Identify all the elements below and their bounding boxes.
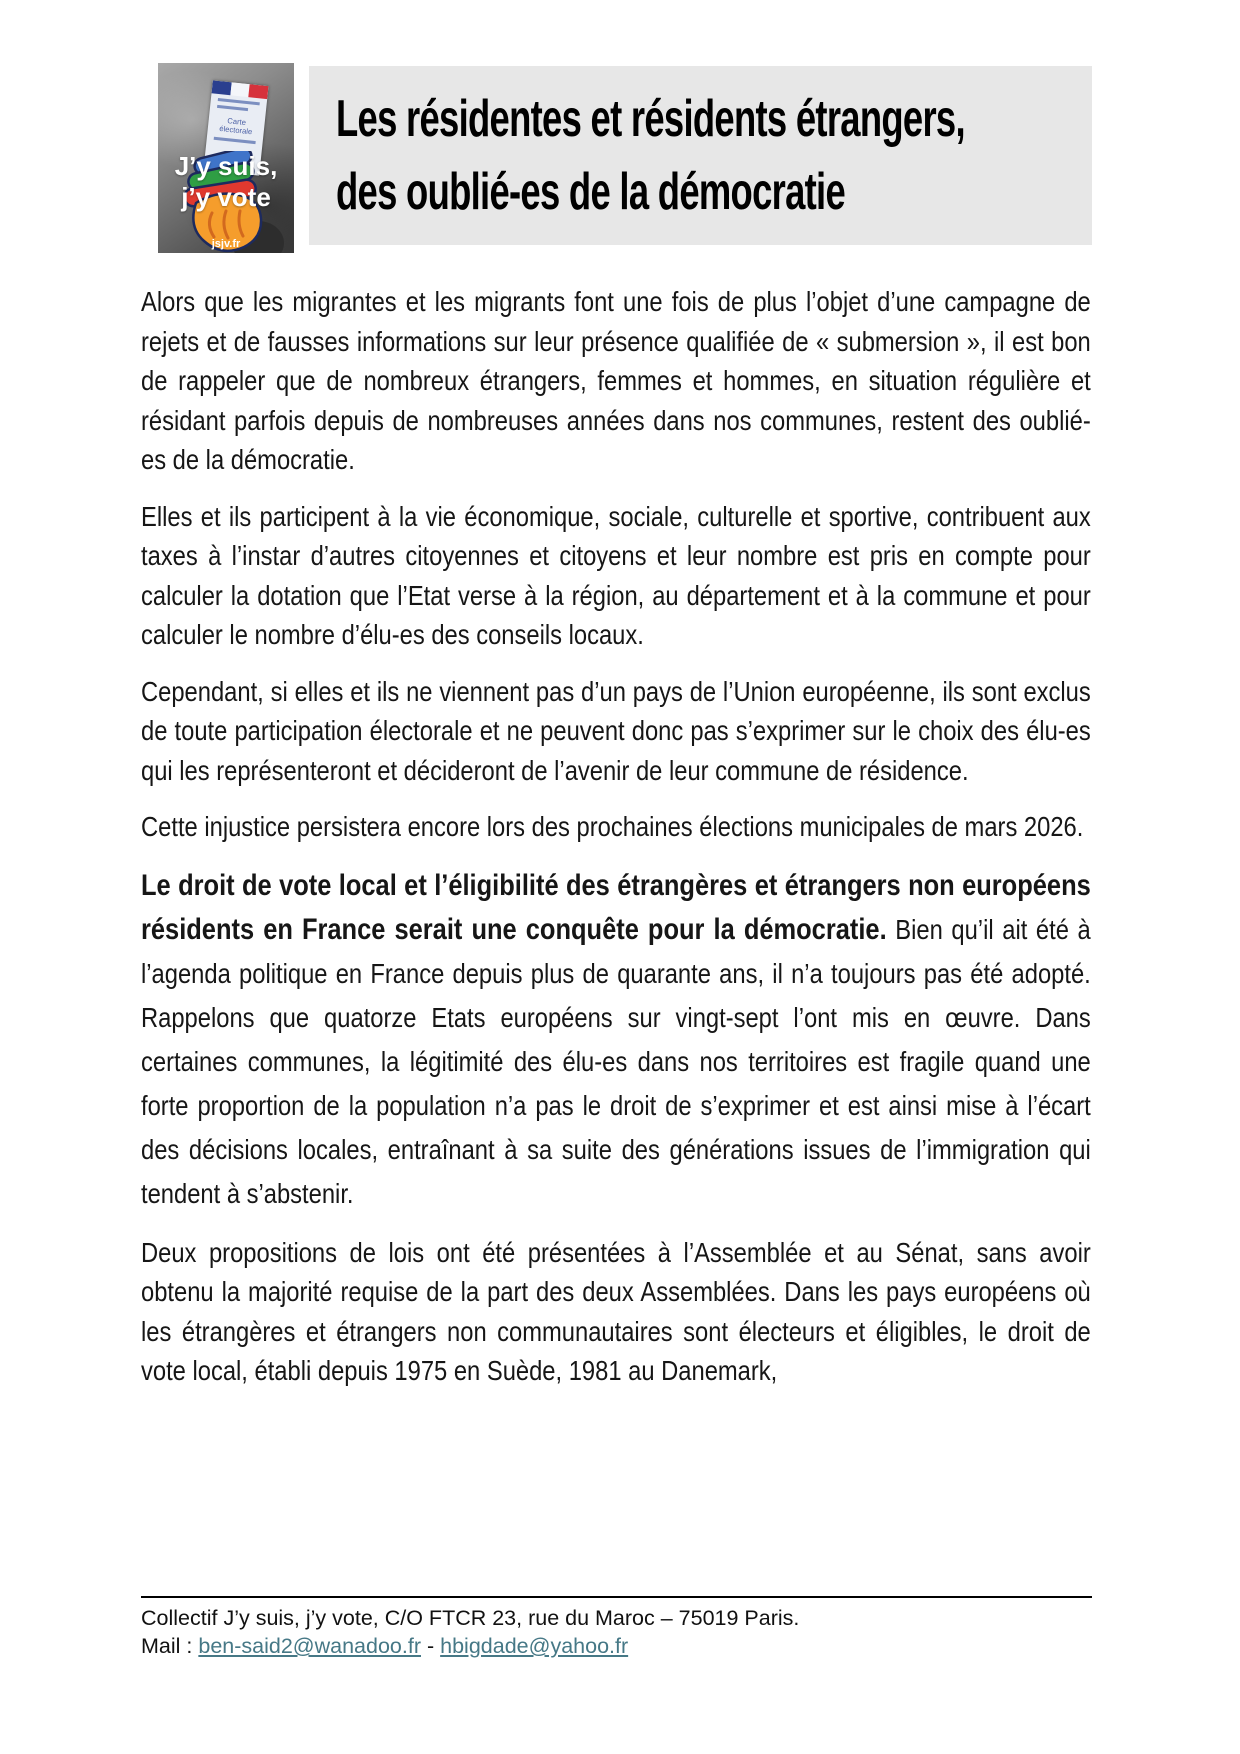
logo-website: jsjv.fr xyxy=(211,238,241,250)
jsjv-logo xyxy=(158,63,294,253)
paragraph-2: Elles et ils participent à la vie économique, sociale, culturelle et sportive, contribuent aux taxes à l’instar d’autres citoyennes et citoyens et leur nombre est pris en compte pour calculer la dotation que l’Etat verse à la région, au département et à la commune et pour calculer le nombre d’élu-es des conseils locaux. xyxy=(141,500,1091,650)
mail-label: Mail : xyxy=(141,1634,193,1658)
card-decor-line xyxy=(217,105,248,111)
lead-bold-text: Le droit de vote local et l’éligibilité des étrangères et étrangers non européens résidents en France serait une conquête pour la démocratie. xyxy=(141,868,1091,946)
document-body xyxy=(141,282,1091,1408)
email-link-1[interactable]: ben-said2@wanadoo.fr xyxy=(198,1634,421,1658)
voter-card-label: Carte électorale xyxy=(218,116,253,137)
logo-slogan-line2: j’y vote xyxy=(181,182,271,212)
footer-mail-line xyxy=(141,1632,1092,1660)
card-decor-line xyxy=(218,98,260,105)
title-banner xyxy=(309,66,1092,245)
paragraph-6: Deux propositions de lois ont été présentées à l’Assemblée et au Sénat, sans avoir obtenu la majorité requise de la part des deux Assemblées. Dans les pays européens où les étrangères et étrangers non communautaires sont électeurs et éligibles, le droit de vote local, établi depuis 1975 en Suède, 1981 au Danemark, xyxy=(141,1236,1091,1386)
logo-slogan xyxy=(158,151,294,213)
page-footer xyxy=(141,1596,1092,1660)
page-title-line1: Les résidentes et résidents étrangers, xyxy=(336,90,965,148)
card-decor-line xyxy=(214,137,256,144)
french-flag-band xyxy=(211,80,268,99)
logo-slogan-line1: J’y suis, xyxy=(174,151,278,181)
paragraph-1: Alors que les migrantes et les migrants font une fois de plus l’objet d’une campagne de rejets et de fausses informations sur leur présence qualifiée de « submersion », il est bon de rappeler que de nombreux étrangers, femmes et hommes, en situation régulière et résidant parfois depuis de nombreuses années dans nos communes, restent des oublié-es de la démocratie. xyxy=(141,286,1091,475)
page-title-line2: des oublié-es de la démocratie xyxy=(336,163,846,221)
paragraph-3: Cependant, si elles et ils ne viennent pas d’un pays de l’Union européenne, ils sont exclus de toute participation électorale et ne peuvent donc pas s’exprimer sur le choix des élu-es qui les représenteront et décideront de l’avenir de leur commune de résidence. xyxy=(141,675,1091,786)
email-separator: - xyxy=(426,1634,435,1658)
footer-address: Collectif J’y suis, j’y vote, C/O FTCR 23, rue du Maroc – 75019 Paris. xyxy=(141,1606,800,1630)
email-link-2[interactable]: hbigdade@yahoo.fr xyxy=(440,1634,629,1658)
paragraph-4: Cette injustice persistera encore lors des prochaines élections municipales de mars 2026. xyxy=(141,811,1084,842)
lead-rest-text: Bien qu’il ait été à l’agenda politique en France depuis plus de quarante ans, il n’a toujours pas été adopté. Rappelons que quatorze Etats européens sur vingt-sept l’ont mis en œuvre. Dans certaines communes, la légitimité des élu-es dans nos territoires est fragile quand une forte proportion de la population n’a pas le droit de s’exprimer et est ainsi mise à l’écart des décisions locales, entraînant à sa suite des générations issues de l’immigration qui tendent à s’abstenir. xyxy=(141,913,1091,1209)
paragraph-lead xyxy=(141,864,1091,1216)
